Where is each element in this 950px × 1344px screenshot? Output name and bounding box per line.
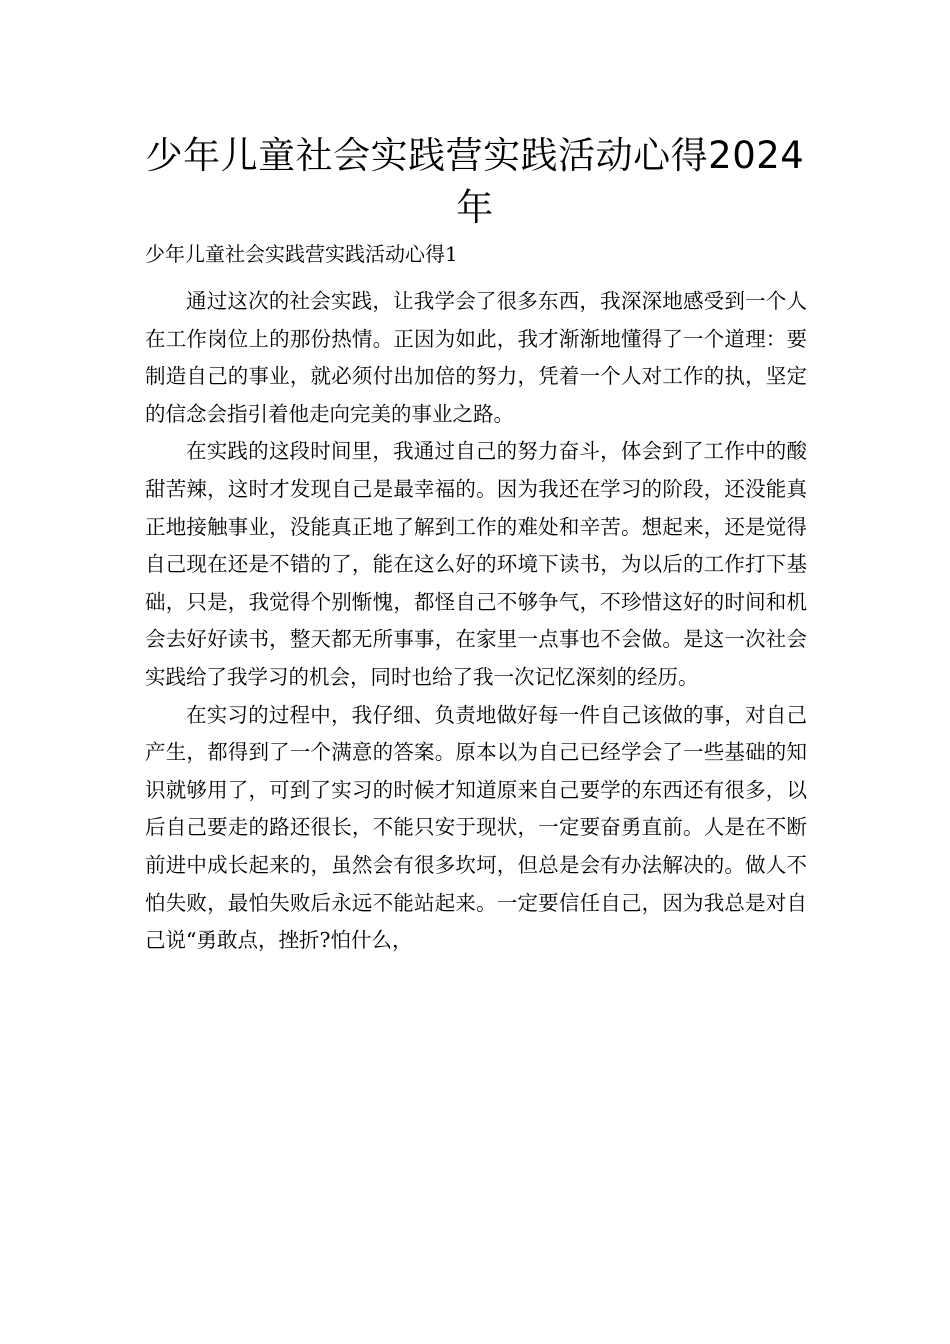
paragraph-1: 通过这次的社会实践，让我学会了很多东西，我深深地感受到一个人在工作岗位上的那份热情。正因为如此，我才渐渐地懂得了一个道理：要制造自己的事业，就必须付出加倍的努力，凭着一个人对工作的执，坚定的信念会指引着他走向完美的事业之路。 xyxy=(145,289,807,426)
document-body xyxy=(145,283,807,960)
paragraph-2: 在实践的这段时间里，我通过自己的努力奋斗，体会到了工作中的酸甜苦辣，这时才发现自己是最幸福的。因为我还在学习的阶段，还没能真正地接触事业，没能真正地了解到工作的难处和辛苦。想起来，还是觉得自己现在还是不错的了，能在这么好的环境下读书，为以后的工作打下基础，只是，我觉得个别惭愧，都怪自己不够争气，不珍惜这好的时间和机会去好好读书，整天都无所事事，在家里一点事也不会做。是这一次社会实践给了我学习的机会，同时也给了我一次记忆深刻的经历。 xyxy=(145,439,807,689)
paragraph-3: 在实习的过程中，我仔细、负责地做好每一件自己该做的事，对自己产生，都得到了一个满意的答案。原本以为自己已经学会了一些基础的知识就够用了，可到了实习的时候才知道原来自己要学的东西还有很多，以后自己要走的路还很长，不能只安于现状，一定要奋勇直前。人是在不断前进中成长起来的，虽然会有很多坎坷，但总是会有办法解决的。做人不怕失败，最怕失败后永远不能站起来。一定要信任自己，因为我总是对自己说“勇敢点，挫折?怕什么， xyxy=(145,702,807,953)
document-title: 少年儿童社会实践营实践活动心得2024年 xyxy=(145,134,805,229)
document-subtitle: 少年儿童社会实践营实践活动心得1 xyxy=(145,242,458,266)
